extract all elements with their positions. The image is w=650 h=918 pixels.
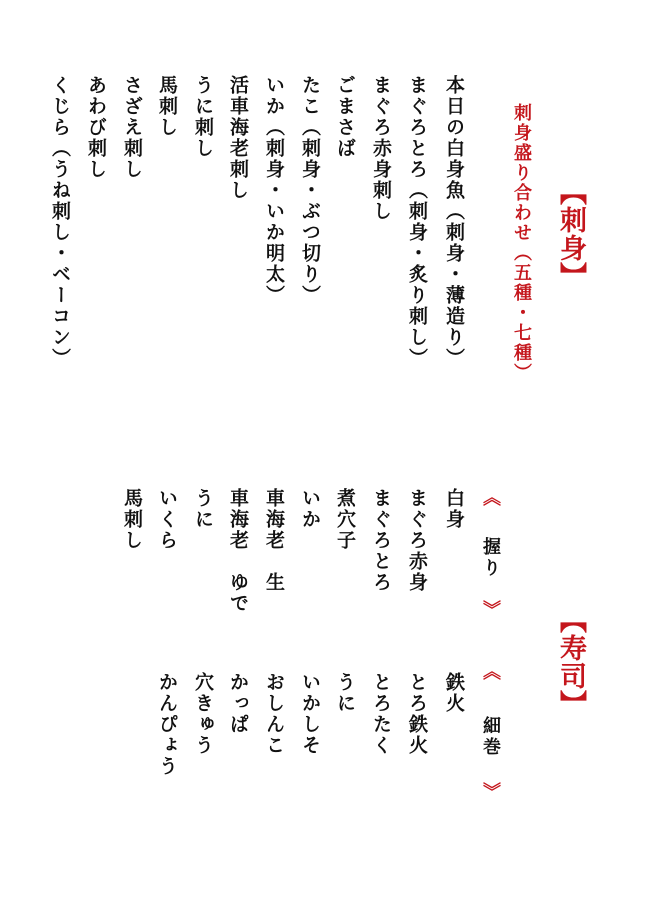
hosomaki-item: うに — [334, 672, 356, 714]
hosomaki-item: とろたく — [370, 672, 392, 756]
nigiri-item: 白身 — [443, 488, 465, 530]
nigiri-item: 車海老 生 — [263, 488, 285, 593]
sashimi-item: 本日の白身魚（刺身・薄造り） — [443, 75, 465, 369]
nigiri-item: いか — [299, 488, 321, 530]
nigiri-item: まぐろとろ — [370, 488, 392, 593]
sashimi-item: くじら（うね刺し・ベーコン） — [49, 75, 71, 369]
nigiri-item: いくら — [156, 488, 178, 551]
hosomaki-item: とろ鉄火 — [406, 672, 428, 756]
hosomaki-item: おしんこ — [263, 672, 285, 756]
sashimi-item: ごまさば — [334, 75, 356, 159]
hosomaki-label: 細巻 — [480, 716, 501, 758]
hosomaki-item: いかしそ — [299, 672, 321, 756]
hosomaki-item: 穴きゅう — [192, 672, 214, 756]
hosomaki-close-mark: 》 — [480, 782, 501, 800]
sashimi-heading: 【刺身】 — [555, 178, 586, 290]
hosomaki-item: かっぱ — [227, 672, 249, 735]
sashimi-item: まぐろ赤身刺し — [370, 75, 392, 222]
sashimi-item: さざえ刺し — [121, 75, 143, 180]
sashimi-item: あわび刺し — [85, 75, 107, 180]
hosomaki-item: かんぴょう — [156, 672, 178, 777]
hosomaki-open-mark: 《 — [480, 662, 501, 680]
nigiri-open-mark: 《 — [480, 488, 501, 506]
nigiri-item: 煮穴子 — [334, 488, 356, 551]
sashimi-item: 馬刺し — [156, 75, 178, 138]
sashimi-item: いか（刺身・いか明太） — [263, 75, 285, 306]
sashimi-item: たこ（刺身・ぶつ切り） — [299, 75, 321, 306]
sushi-heading: 【寿司】 — [555, 606, 586, 718]
nigiri-item: 車海老 ゆで — [227, 488, 249, 614]
nigiri-label: 握り — [480, 537, 501, 579]
sashimi-set-title: 刺身盛り合わせ（五種・七種） — [511, 103, 532, 383]
nigiri-item: まぐろ赤身 — [406, 488, 428, 593]
sashimi-item: うに刺し — [192, 75, 214, 159]
hosomaki-item: 鉄火 — [443, 672, 465, 714]
nigiri-close-mark: 》 — [480, 600, 501, 618]
sashimi-item: まぐろとろ（刺身・炙り刺し） — [406, 75, 428, 369]
sashimi-item: 活車海老刺し — [227, 75, 249, 201]
nigiri-item: 馬刺し — [121, 488, 143, 551]
nigiri-item: うに — [192, 488, 214, 530]
